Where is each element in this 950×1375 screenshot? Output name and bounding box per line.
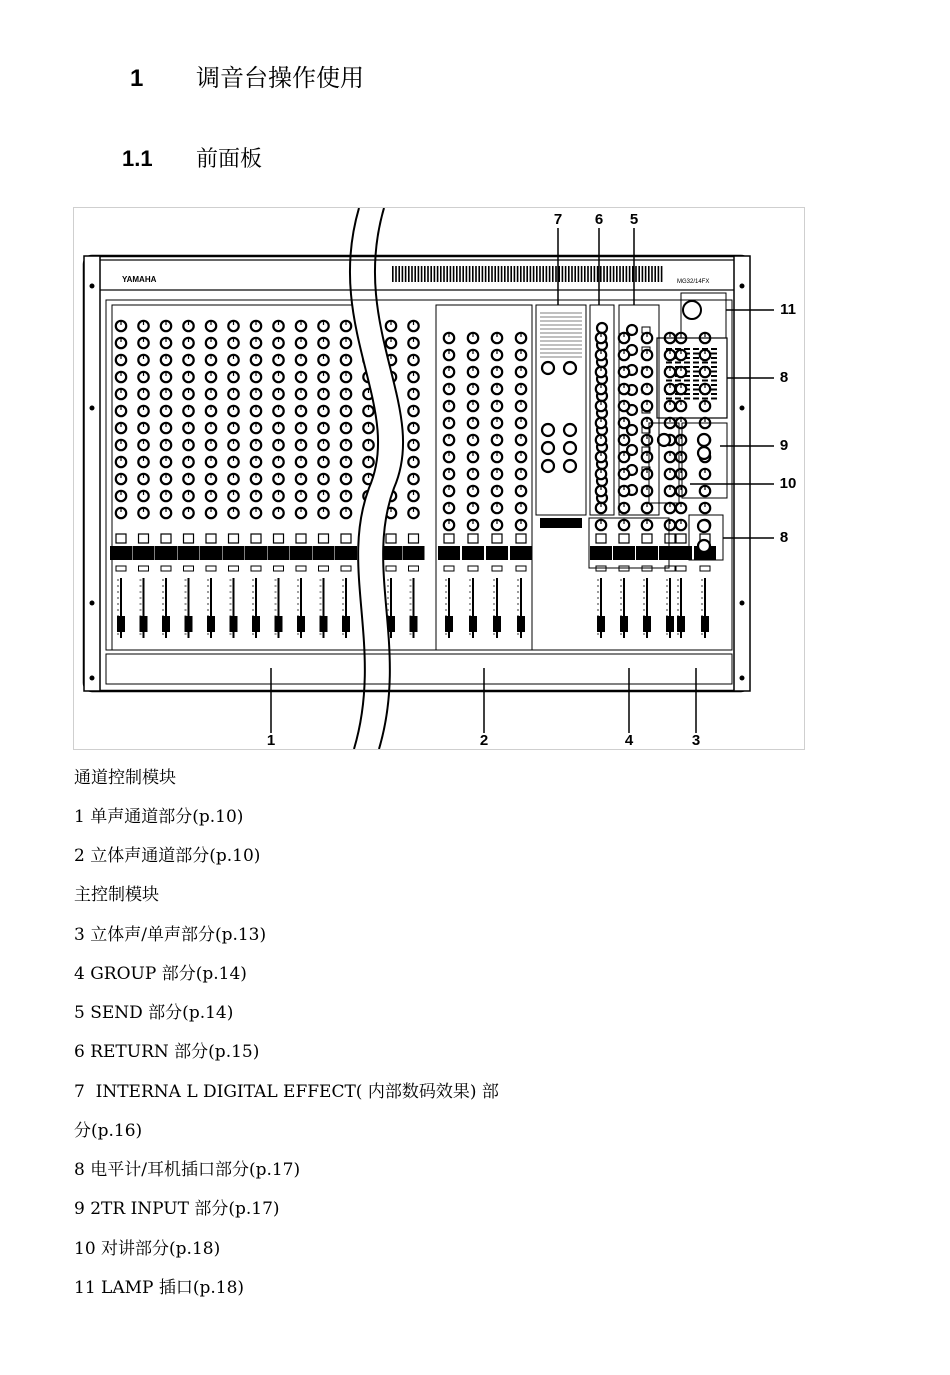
label-strip <box>636 546 658 560</box>
label-strip <box>268 546 290 560</box>
subsection-title: 前面板 <box>196 147 263 172</box>
vent-slot <box>466 266 468 282</box>
text-line: 5 SEND 部分(p.14) <box>74 1003 234 1023</box>
label-strip <box>510 546 532 560</box>
button <box>139 566 149 571</box>
knob <box>542 460 554 472</box>
knob <box>698 540 710 552</box>
label-strip <box>403 546 425 560</box>
fader-cap <box>252 616 260 632</box>
vent-slot <box>658 266 660 282</box>
meter-led <box>666 380 672 382</box>
text-line: 分(p.16) <box>74 1121 143 1141</box>
vent-slot <box>456 266 458 282</box>
knob <box>542 362 554 374</box>
label-strip <box>486 546 508 560</box>
knob <box>597 323 607 333</box>
knob <box>627 325 637 335</box>
vent-slot <box>437 266 439 282</box>
button <box>274 566 284 571</box>
text-line: 3 立体声/单声部分(p.13) <box>74 925 267 945</box>
meter-led <box>702 398 708 400</box>
label-strip <box>438 546 460 560</box>
vent-slot <box>581 266 583 282</box>
meter-led <box>711 398 717 400</box>
label-strip <box>245 546 267 560</box>
section-title: 调音台操作使用 <box>196 64 364 92</box>
vent-slot <box>661 266 663 282</box>
fader-cap <box>643 616 651 632</box>
meter-led <box>702 380 708 382</box>
vent-slot <box>654 266 656 282</box>
button <box>139 534 149 543</box>
button <box>319 534 329 543</box>
vent-slot <box>606 266 608 282</box>
fader-cap <box>493 616 501 632</box>
vent-slot <box>421 266 423 282</box>
meter-led <box>711 371 717 373</box>
fader-cap <box>275 616 283 632</box>
button <box>492 566 502 571</box>
meter-led <box>711 362 717 364</box>
meter-led <box>711 384 717 386</box>
vent-slot <box>645 266 647 282</box>
button <box>116 534 126 543</box>
button <box>444 534 454 543</box>
callout-8-phones: 8 <box>779 528 789 546</box>
button <box>642 534 652 543</box>
fader-cap <box>117 616 125 632</box>
vent-slot <box>549 266 551 282</box>
vent-slot <box>610 266 612 282</box>
fader-cap <box>342 616 350 632</box>
button <box>341 566 351 571</box>
button <box>409 534 419 543</box>
meter-led <box>684 380 690 382</box>
vent-slot <box>517 266 519 282</box>
vent-slot <box>507 266 509 282</box>
text-line: 2 立体声通道部分(p.10) <box>74 846 261 866</box>
vent-slot <box>638 266 640 282</box>
callout-3: 3 <box>691 731 701 749</box>
vent-slot <box>648 266 650 282</box>
meter-led <box>693 389 699 391</box>
vent-slot <box>405 266 407 282</box>
meter-led <box>711 389 717 391</box>
vent-slot <box>414 266 416 282</box>
vent-slot <box>395 266 397 282</box>
mixer-diagram <box>74 208 804 749</box>
text-line: 7 INTERNA L DIGITAL EFFECT( 内部数码效果) 部 <box>74 1082 499 1102</box>
meter-led <box>684 348 690 350</box>
subsection-heading <box>122 142 262 173</box>
text-line: 1 单声通道部分(p.10) <box>74 807 244 827</box>
button <box>386 534 396 543</box>
button <box>492 534 502 543</box>
fader-cap <box>445 616 453 632</box>
vent-slot <box>642 266 644 282</box>
vent-slot <box>594 266 596 282</box>
callout-10: 10 <box>779 474 797 492</box>
meter-led <box>693 362 699 364</box>
button <box>676 534 686 543</box>
mixer-front-panel-figure <box>73 207 805 750</box>
vent-slot <box>498 266 500 282</box>
label-strip <box>178 546 200 560</box>
vent-slot <box>574 266 576 282</box>
meter-led <box>711 375 717 377</box>
vent-slot <box>462 266 464 282</box>
button <box>296 534 306 543</box>
label-strip <box>613 546 635 560</box>
vent-slot <box>536 266 538 282</box>
label-strip <box>200 546 222 560</box>
vent-slot <box>408 266 410 282</box>
meter-led <box>693 375 699 377</box>
button <box>665 534 675 543</box>
meter-led <box>693 398 699 400</box>
vent-slot <box>424 266 426 282</box>
vent-slot <box>651 266 653 282</box>
vent-slot <box>402 266 404 282</box>
knob <box>658 434 670 446</box>
callout-8-meter: 8 <box>779 368 789 386</box>
vent-slot <box>587 266 589 282</box>
callout-1: 1 <box>266 731 276 749</box>
meter-led <box>693 371 699 373</box>
button <box>116 566 126 571</box>
text-line: 通道控制模块 <box>74 768 176 788</box>
effect-logo <box>540 518 582 528</box>
knob <box>698 520 710 532</box>
vent-slot <box>430 266 432 282</box>
meter-led <box>693 357 699 359</box>
vent-slot <box>629 266 631 282</box>
button <box>596 534 606 543</box>
knob <box>542 442 554 454</box>
label-strip <box>290 546 312 560</box>
vent-slot <box>440 266 442 282</box>
vent-slot <box>568 266 570 282</box>
fader-cap <box>140 616 148 632</box>
vent-slot <box>434 266 436 282</box>
fader-cap <box>701 616 709 632</box>
text-line: 10 对讲部分(p.18) <box>74 1239 221 1259</box>
vent-slot <box>584 266 586 282</box>
vent-slot <box>533 266 535 282</box>
rack-ear-left <box>84 256 100 691</box>
vent-slot <box>626 266 628 282</box>
vent-slot <box>411 266 413 282</box>
meter-led <box>711 366 717 368</box>
label-strip <box>590 546 612 560</box>
text-line: 9 2TR INPUT 部分(p.17) <box>74 1199 280 1219</box>
knob <box>698 434 710 446</box>
button <box>251 566 261 571</box>
vent-slot <box>526 266 528 282</box>
vent-slot <box>485 266 487 282</box>
button <box>206 534 216 543</box>
button <box>161 534 171 543</box>
knob <box>564 424 576 436</box>
button <box>444 566 454 571</box>
button <box>409 566 419 571</box>
fader-cap <box>185 616 193 632</box>
button <box>516 566 526 571</box>
fader-cap <box>620 616 628 632</box>
callout-9: 9 <box>779 436 789 454</box>
label-strip <box>335 546 357 560</box>
vent-slot <box>504 266 506 282</box>
vent-slot <box>450 266 452 282</box>
callout-11: 11 <box>780 300 796 318</box>
meter-led <box>675 398 681 400</box>
vent-slot <box>494 266 496 282</box>
meter-led <box>684 398 690 400</box>
knob <box>564 362 576 374</box>
vent-slot <box>578 266 580 282</box>
button <box>296 566 306 571</box>
section-heading <box>130 58 364 93</box>
vent-slot <box>488 266 490 282</box>
callout-5: 5 <box>629 210 639 228</box>
button <box>229 566 239 571</box>
vent-slot <box>571 266 573 282</box>
vent-slot <box>546 266 548 282</box>
button <box>229 534 239 543</box>
vent-slot <box>478 266 480 282</box>
vent-slot <box>530 266 532 282</box>
button <box>274 534 284 543</box>
vent-slot <box>469 266 471 282</box>
fader-cap <box>297 616 305 632</box>
button <box>341 534 351 543</box>
label-strip <box>155 546 177 560</box>
vent-slot <box>603 266 605 282</box>
meter-led <box>684 362 690 364</box>
vent-slot <box>491 266 493 282</box>
brand-logo: YAMAHA <box>122 275 157 284</box>
text-line: 11 LAMP 插口(p.18) <box>74 1278 245 1298</box>
vent-slot <box>590 266 592 282</box>
rack-ear-right <box>734 256 750 691</box>
vent-slot <box>514 266 516 282</box>
callout-2: 2 <box>479 731 489 749</box>
meter-led <box>711 357 717 359</box>
button <box>516 534 526 543</box>
meter-led <box>693 353 699 355</box>
text-line: 主控制模块 <box>74 885 159 905</box>
callout-7: 7 <box>553 210 563 228</box>
meter-led <box>693 380 699 382</box>
fader-cap <box>230 616 238 632</box>
vent-slot <box>597 266 599 282</box>
button <box>700 566 710 571</box>
vent-slot <box>475 266 477 282</box>
vent-slot <box>520 266 522 282</box>
text-line: 6 RETURN 部分(p.15) <box>74 1042 260 1062</box>
button <box>206 566 216 571</box>
fader-cap <box>677 616 685 632</box>
vent-slot <box>539 266 541 282</box>
vent-slot <box>418 266 420 282</box>
fader-cap <box>517 616 525 632</box>
button <box>468 566 478 571</box>
vent-slot <box>427 266 429 282</box>
button <box>386 566 396 571</box>
meter-led <box>693 393 699 395</box>
vent-slot <box>555 266 557 282</box>
meter-led <box>711 348 717 350</box>
knob <box>564 442 576 454</box>
label-strip <box>133 546 155 560</box>
vent-slot <box>622 266 624 282</box>
fader-cap <box>666 616 674 632</box>
subsection-number: 1.1 <box>122 146 153 171</box>
model-label: MG32/14FX <box>677 279 710 285</box>
button <box>619 534 629 543</box>
vent-slot <box>619 266 621 282</box>
vent-slot <box>562 266 564 282</box>
vent-slot <box>453 266 455 282</box>
fader-cap <box>410 616 418 632</box>
vent-slot <box>613 266 615 282</box>
button <box>319 566 329 571</box>
section-number: 1 <box>130 65 144 92</box>
meter-led <box>711 393 717 395</box>
vent-slot <box>472 266 474 282</box>
callout-4: 4 <box>624 731 634 749</box>
vent-slot <box>501 266 503 282</box>
vent-slot <box>392 266 394 282</box>
vent-slot <box>398 266 400 282</box>
vent-slot <box>552 266 554 282</box>
vent-slot <box>616 266 618 282</box>
meter-led <box>675 380 681 382</box>
meter-led <box>693 384 699 386</box>
button <box>184 534 194 543</box>
label-strip <box>313 546 335 560</box>
vent-slot <box>523 266 525 282</box>
fader-cap <box>320 616 328 632</box>
fader-cap <box>597 616 605 632</box>
vent-slot <box>443 266 445 282</box>
callout-6: 6 <box>594 210 604 228</box>
meter-led <box>711 380 717 382</box>
text-line: 8 电平计/耳机插口部分(p.17) <box>74 1160 301 1180</box>
button <box>161 566 171 571</box>
label-strip <box>110 546 132 560</box>
knob <box>698 447 710 459</box>
knob <box>542 424 554 436</box>
vent-slot <box>565 266 567 282</box>
vent-slot <box>542 266 544 282</box>
button <box>184 566 194 571</box>
button <box>468 534 478 543</box>
vent-slot <box>510 266 512 282</box>
fader-cap <box>207 616 215 632</box>
vent-slot <box>446 266 448 282</box>
knob <box>564 460 576 472</box>
meter-led <box>693 366 699 368</box>
meter-led <box>666 362 672 364</box>
meter-led <box>666 398 672 400</box>
button <box>251 534 261 543</box>
fader-cap <box>162 616 170 632</box>
meter-led <box>675 362 681 364</box>
label-strip <box>462 546 484 560</box>
vent-slot <box>600 266 602 282</box>
label-strip <box>223 546 245 560</box>
vent-slot <box>635 266 637 282</box>
meter-led <box>693 348 699 350</box>
vent-slot <box>482 266 484 282</box>
meter-led <box>711 353 717 355</box>
text-line: 4 GROUP 部分(p.14) <box>74 964 247 984</box>
button <box>676 566 686 571</box>
meter-led <box>702 362 708 364</box>
vent-slot <box>459 266 461 282</box>
fader-cap <box>469 616 477 632</box>
